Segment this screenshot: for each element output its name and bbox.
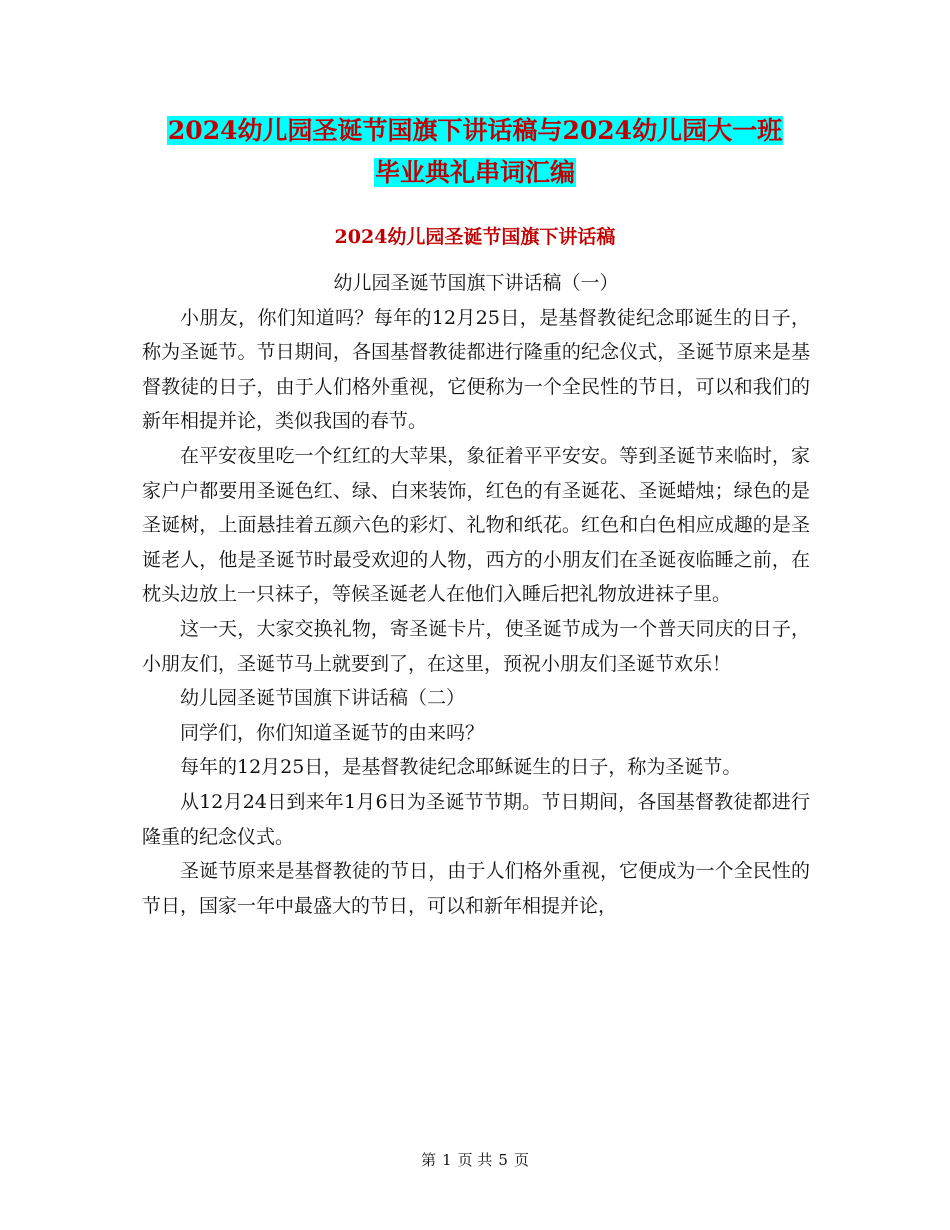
- subheading-part-two: 幼儿园圣诞节国旗下讲话稿（二）: [180, 687, 466, 710]
- section-title: 2024幼儿园圣诞节国旗下讲话稿: [334, 226, 616, 248]
- document-title-line-2: [0, 156, 950, 190]
- paragraph: 在平安夜里吃一个红红的大苹果，象征着平平安安。等到圣诞节来临时，家家户户都要用圣诞色红、绿、白来装饰，红色的有圣诞花、圣诞蜡烛；绿色的是圣诞树，上面悬挂着五颜六色的彩灯、礼物和纸花。红色和白色相应成趣的是圣诞老人，他是圣诞节时最受欢迎的人物，西方的小朋友们在圣诞夜临睡之前，在枕头边放上一只袜子，等候圣诞老人在他们入睡后把礼物放进袜子里。: [142, 444, 810, 606]
- paragraph: 同学们，你们知道圣诞节的由来吗？: [180, 721, 485, 744]
- document-title-text-1: 2024幼儿园圣诞节国旗下讲话稿与2024幼儿园大一班: [167, 116, 783, 145]
- document-title-line-1: [0, 114, 950, 148]
- document-body: [142, 266, 810, 923]
- subheading-part-one: 幼儿园圣诞节国旗下讲话稿（一）: [333, 272, 619, 294]
- footer-page-number: 1: [442, 1151, 452, 1169]
- footer-mid: 页 共: [457, 1151, 493, 1169]
- paragraph: 圣诞节原来是基督教徒的节日，由于人们格外重视，它便成为一个全民性的节日，国家一年中最盛大的节日，可以和新年相提并论，: [142, 860, 810, 917]
- paragraph: 小朋友，你们知道吗？每年的12月25日，是基督教徒纪念耶诞生的日子，称为圣诞节。节日期间，各国基督教徒都进行隆重的纪念仪式，圣诞节原来是基督教徒的日子，由于人们格外重视，它便称为一个全民性的节日，可以和我们的新年相提并论，类似我国的春节。: [142, 306, 810, 433]
- paragraph: 从12月24日到来年1月6日为圣诞节节期。节日期间，各国基督教徒都进行隆重的纪念仪式。: [142, 790, 810, 848]
- footer-total-pages: 5: [498, 1151, 508, 1169]
- footer-suffix: 页: [513, 1151, 529, 1169]
- document-title-text-2: 毕业典礼串词汇编: [374, 158, 575, 187]
- page-footer: [0, 1150, 950, 1170]
- paragraph: 这一天，大家交换礼物，寄圣诞卡片，使圣诞节成为一个普天同庆的日子，小朋友们，圣诞节马上就要到了，在这里，预祝小朋友们圣诞节欢乐！: [142, 617, 810, 675]
- paragraph: 每年的12月25日，是基督教徒纪念耶稣诞生的日子，称为圣诞节。: [180, 756, 742, 779]
- footer-prefix: 第: [421, 1151, 437, 1169]
